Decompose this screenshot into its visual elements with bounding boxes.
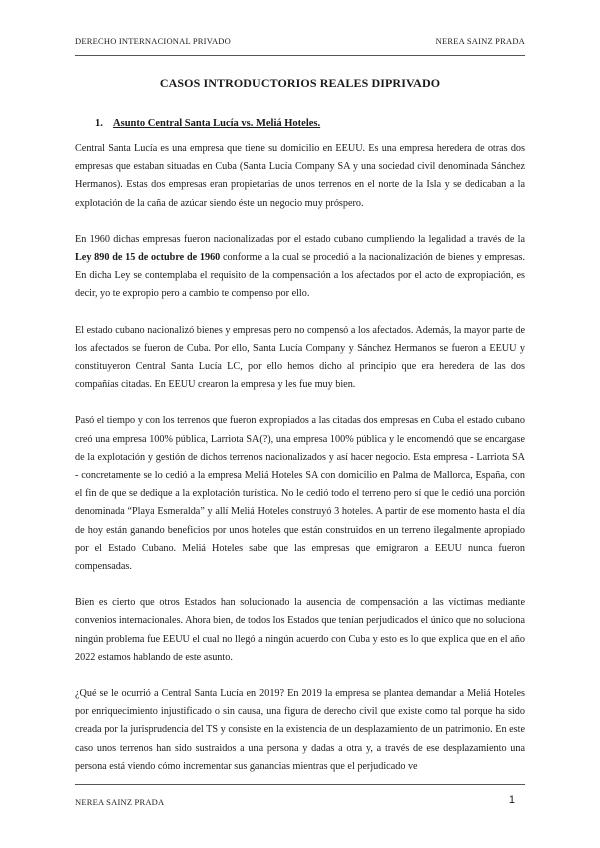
header-divider [75,55,525,56]
document-body [75,140,525,794]
section-title: Asunto Central Santa Lucía vs. Meliá Hoteles. [113,118,321,129]
paragraph: Central Santa Lucía es una empresa que tiene su domicilio en EEUU. Es una empresa heredera de otras dos empresas que estaban situadas en Cuba (Santa Lucía Company SA y una sociedad civil denominada Sánchez Hermanos). Estas dos empresas eran propietarias de unos terrenos en el norte de la Isla y se dedicaban a la explotación de la caña de azúcar siendo éste un negocio muy próspero. [75,143,525,209]
paragraph: Pasó el tiempo y con los terrenos que fueron expropiados a las citadas dos empresas en Cuba el estado cubano creó una empresa 100% pública, Larriota SA(?), una empresa 100% pública y le encomendó que se encargase de la explotación y gestión de dichos terrenos nacionalizados y así hacer negocio. Esta empresa - Larriota SA - concretamente se lo cedió a la empresa Meliá Hoteles SA con domicilio en Palma de Mallorca, España, con el fin de que se dedique a la explotación turística. No le cedió todo el terreno pero sí que le cedió una porción denominada “Playa Esmeralda” y allí Meliá Hoteles construyó 3 hoteles. A partir de ese momento hasta el día de hoy están ganando beneficios por unos hoteles que están construidos en un terreno ilegalmente apropiado por el Estado Cubano. Meliá Hoteles sabe que las empresas que emigraron a EEUU nunca fueron compensadas. [75,415,525,573]
paragraph [75,231,525,304]
paragraph-text: conforme a la cual se procedió a la nacionalización de bienes y empresas. En dicha Ley se contemplaba el requisito de la compensación a los afectados por el acto de expropiación, es decir, yo te expropio pero a cambio te compenso por ello. [75,252,525,300]
footer-author: NEREA SAINZ PRADA [75,797,165,807]
page-header [75,36,525,52]
footer-divider [75,784,525,785]
paragraph: El estado cubano nacionalizó bienes y empresas pero no compensó a los afectados. Además, la mayor parte de los afectados se fueron de Cuba. Por ello, Santa Lucía Company y Sánchez Hermanos se fueron a EEUU y constituyeron Central Santa Lucía LC, por ello hemos dicho al principio que era heredera de las dos compañías citadas. En EEUU crearon la empresa y les fue muy bien. [75,324,525,391]
law-reference: Ley 890 de 15 de octubre de 1960 [75,252,221,264]
header-author: NEREA SAINZ PRADA [435,36,525,46]
section-number: 1. [95,118,103,129]
paragraph-text: En 1960 dichas empresas fueron nacionalizadas por el estado cubano cumpliendo la legalidad a través de la [75,233,525,245]
paragraph: ¿Qué se le ocurrió a Central Santa Lucía en 2019? En 2019 la empresa se plantea demandar a Meliá Hoteles por enriquecimiento injustificado o sin causa, una figura de derecho civil que existe como tal porque ha sido creada por la jurisprudencia del TS y consiste en la existencia de un desplazamiento de un patrimonio. En este caso unos terrenos han sido sustraidos a una persona y dadas a otra y, a través de ese desplazamiento una persona está viendo cómo incrementar sus ganancias mientras que el perjudicado ve [75,688,525,772]
paragraph: Bien es cierto que otros Estados han solucionado la ausencia de compensación a las víctimas mediante convenios internacionales. Ahora bien, de todos los Estados que tenían perjudicados el único que no soluciona ningún problema fue EEUU el cual no llegó a ningún acuerdo con Cuba y esto es lo que explica que en el año 2022 estamos hablando de este asunto. [75,597,525,663]
document-title: CASOS INTRODUCTORIOS REALES DIPRIVADO [159,76,441,90]
page-number: 1 [508,794,515,806]
header-course-title: DERECHO INTERNACIONAL PRIVADO [75,36,231,46]
section-heading [95,118,320,129]
